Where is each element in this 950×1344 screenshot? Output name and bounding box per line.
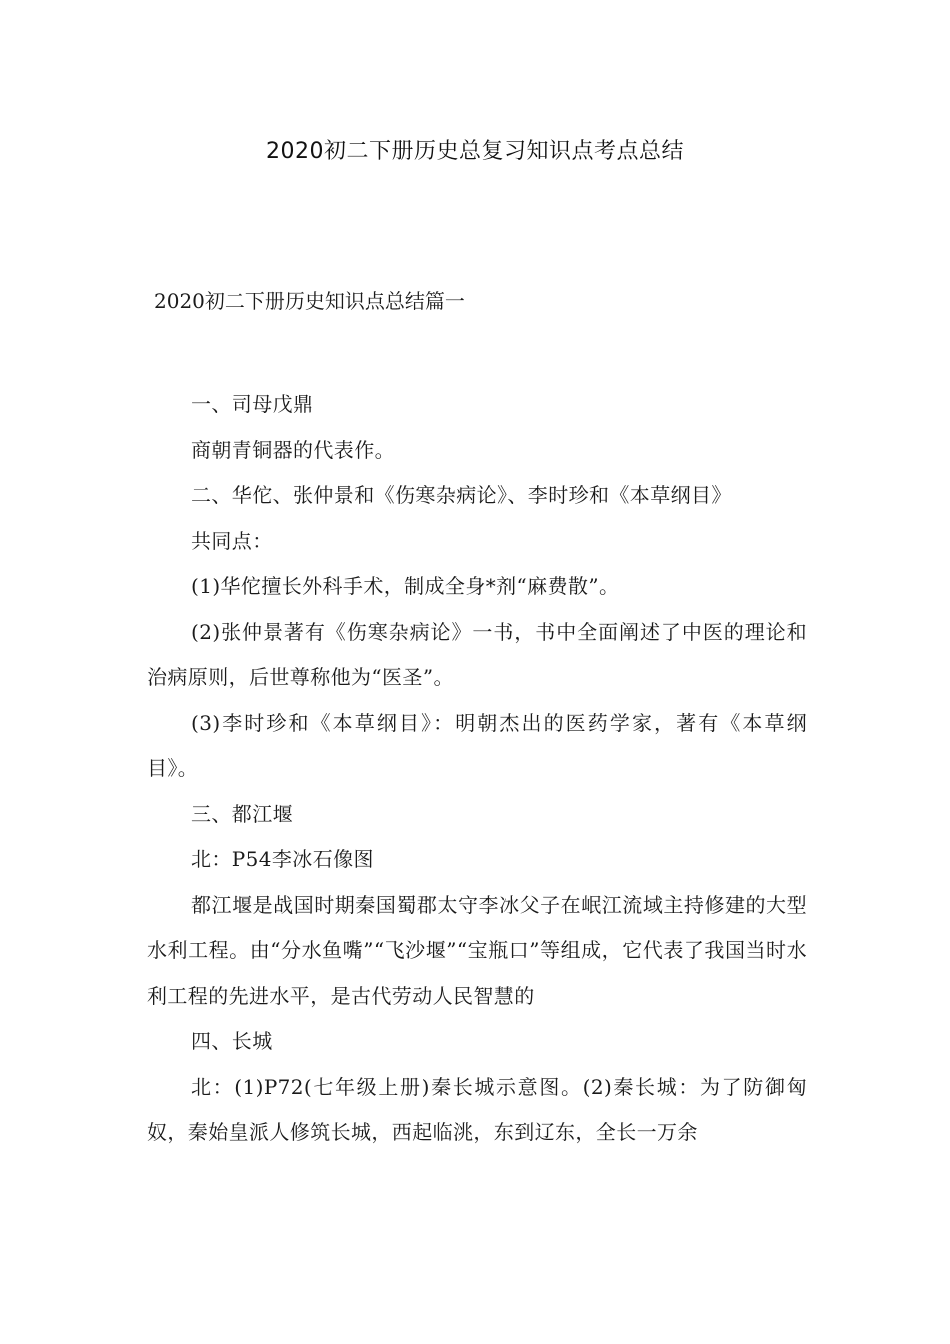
paragraph: 都江堰是战国时期秦国蜀郡太守李冰父子在岷江流域主持修建的大型水利工程。由“分水鱼嘴”“飞沙堰”“宝瓶口”等组成，它代表了我国当时水利工程的先进水平，是古代劳动人民智慧的 [147, 892, 807, 1008]
heading-physicians: 二、华佗、张仲景和《伤寒杂病论》、李时珍和《本草纲目》 [191, 483, 732, 507]
heading-dujiangyan: 三、都江堰 [191, 801, 293, 826]
paragraph: 商朝青铜器的代表作。 [191, 437, 395, 462]
paragraph: (2)张仲景著有《伤寒杂病论》一书，书中全面阐述了中医的理论和治病原则，后世尊称他为“医圣”。 [147, 619, 807, 689]
document-title: 2020初二下册历史总复习知识点考点总结 [266, 139, 684, 164]
heading-great-wall: 四、长城 [191, 1029, 273, 1053]
document-body [147, 382, 807, 1156]
paragraph: (1)华佗擅长外科手术，制成全身*剂“麻费散”。 [191, 574, 620, 598]
paragraph: 北：P54李冰石像图 [191, 847, 374, 871]
paragraph: 共同点： [191, 528, 273, 553]
section-subtitle: 2020初二下册历史知识点总结篇一 [154, 289, 465, 313]
paragraph: 北：(1)P72(七年级上册)秦长城示意图。(2)秦长城：为了防御匈奴，秦始皇派人修筑长城，西起临洮，东到辽东，全长一万余 [147, 1074, 807, 1144]
heading-simuwu-ding: 一、司母戊鼎 [191, 392, 314, 416]
paragraph: (3)李时珍和《本草纲目》：明朝杰出的医药学家，著有《本草纲目》。 [147, 710, 807, 780]
